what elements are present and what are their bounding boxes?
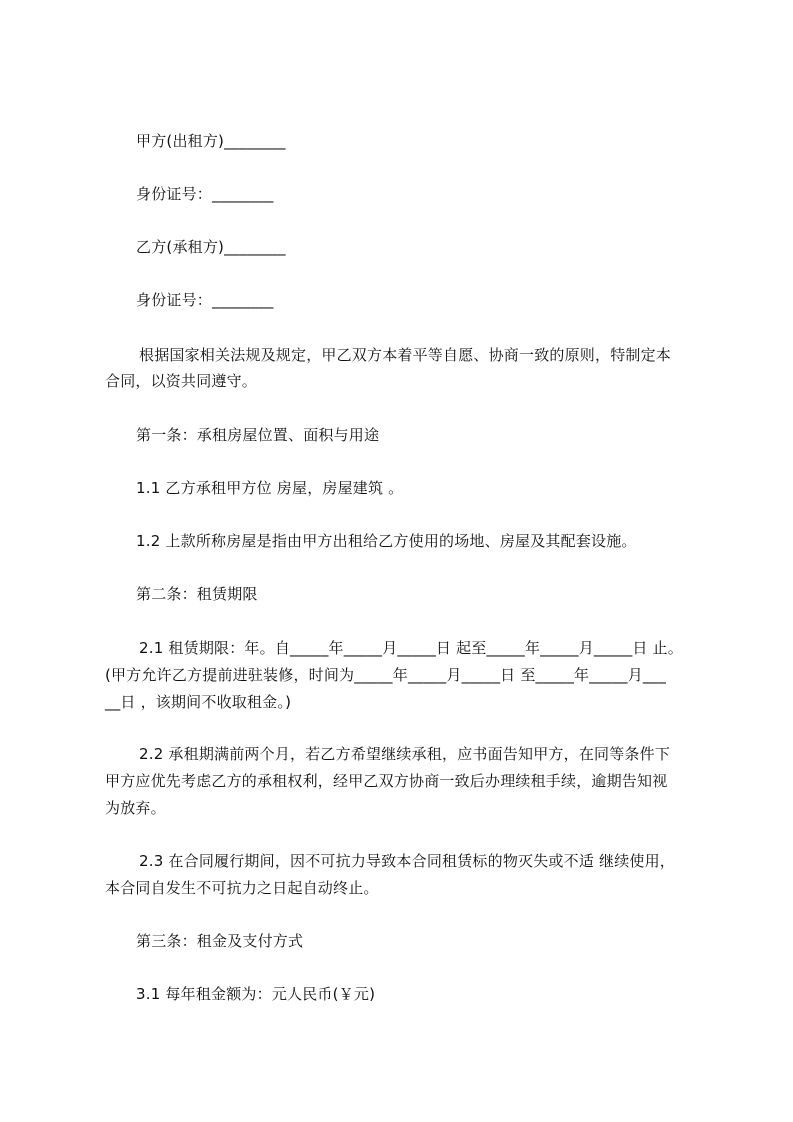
article-3-title: 第三条：租金及支付方式 xyxy=(136,932,304,950)
party-b-id-line: 身份证号：________ xyxy=(136,291,274,309)
clause-2-3-line-2: 本合同自发生不可抗力之日起自动终止。 xyxy=(105,879,379,897)
preamble-line-2: 合同，以资共同遵守。 xyxy=(105,372,258,390)
clause-2-2-line-1: 2.2 承租期满前两个月，若乙方希望继续承租，应书面告知甲方，在同等条件下 xyxy=(139,745,671,763)
clause-2-1-line-2: (甲方允许乙方提前进驻装修，时间为_____年_____月_____日 至_____年_____月___ xyxy=(105,666,667,684)
party-b-line: 乙方(承租方)________ xyxy=(136,238,286,256)
clause-2-2-line-2: 甲方应优先考虑乙方的承租权利，经甲乙双方协商一致后办理续租手续，逾期告知视 xyxy=(105,772,668,790)
clause-1-2: 1.2 上款所称房屋是指由甲方出租给乙方使用的场地、房屋及其配套设施。 xyxy=(136,532,637,550)
clause-3-1: 3.1 每年租金额为：元人民币(￥元) xyxy=(136,985,376,1003)
party-a-line: 甲方(出租方)________ xyxy=(136,132,286,150)
clause-1-1: 1.1 乙方承租甲方位 房屋，房屋建筑 。 xyxy=(136,479,404,497)
party-a-id-line: 身份证号：________ xyxy=(136,185,274,203)
preamble-line-1: 根据国家相关法规及规定，甲乙双方本着平等自愿、协商一致的原则，特制定本 xyxy=(139,346,672,364)
clause-2-2-line-3: 为放弃。 xyxy=(105,799,166,817)
article-2-title: 第二条：租赁期限 xyxy=(136,585,258,603)
article-1-title: 第一条：承租房屋位置、面积与用途 xyxy=(136,426,380,444)
clause-2-1-line-1: 2.1 租赁期限：年。自_____年_____月_____日 起至_____年_____月_____日 止。 xyxy=(139,639,683,657)
clause-2-3-line-1: 2.3 在合同履行期间，因不可抗力导致本合同租赁标的物灭失或不适 继续使用， xyxy=(139,852,675,870)
clause-2-1-line-3: __日 ，该期间不收取租金。) xyxy=(105,693,292,711)
